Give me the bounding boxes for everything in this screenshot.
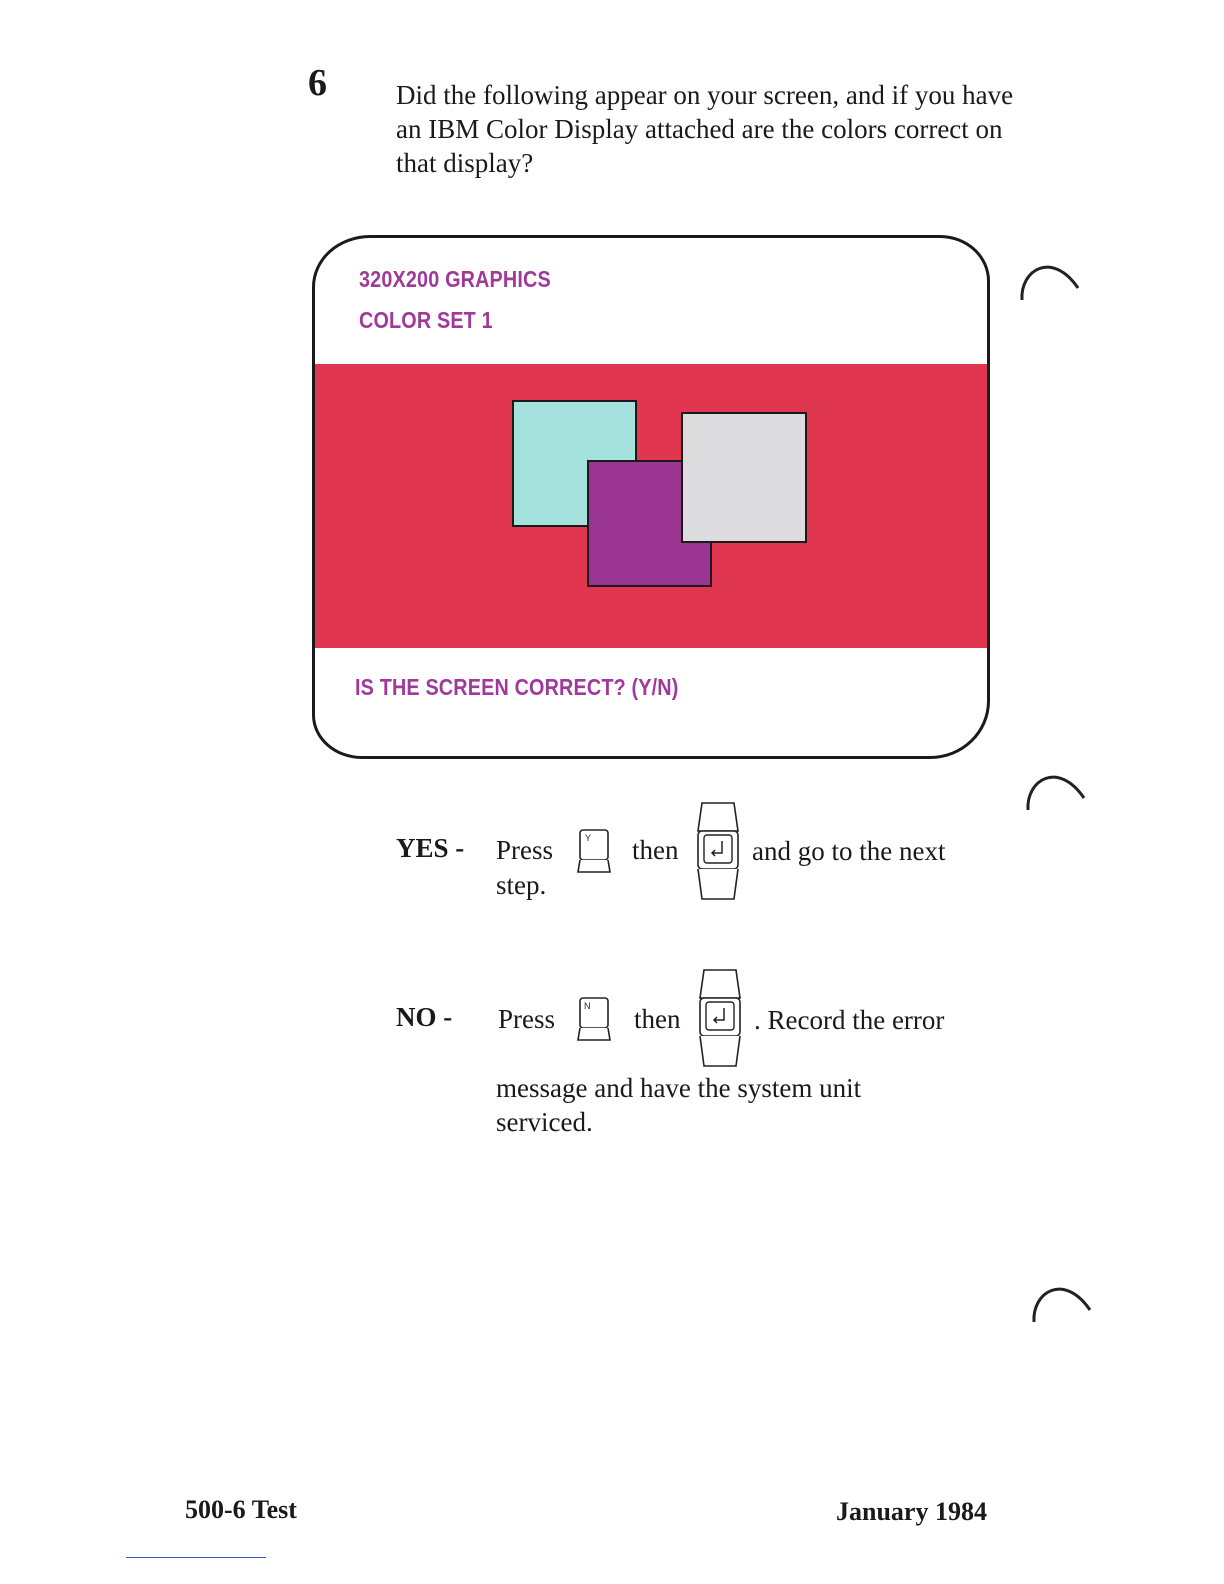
binder-hole-arc-icon xyxy=(1020,760,1100,820)
binder-hole-arc-icon xyxy=(1012,250,1092,310)
binder-hole-arc-icon xyxy=(1026,1272,1106,1332)
yes-label: YES - xyxy=(396,833,465,863)
footer-date: January 1984 xyxy=(836,1497,987,1526)
no-press-text: Press xyxy=(498,1004,556,1034)
no-instruction: . Record the error xyxy=(754,1005,945,1035)
screen-colorset-line: COLOR SET 1 xyxy=(359,307,493,333)
no-then-text: then xyxy=(634,1004,681,1034)
step-question: Did the following appear on your screen, and if you have an IBM Color Display attached are the colors correct on that display? xyxy=(396,80,1014,178)
no-instruction-cont: message and have the system unit xyxy=(496,1073,862,1103)
scan-edge-line xyxy=(126,1557,266,1558)
enter-key-icon xyxy=(698,968,742,1068)
y-key-icon xyxy=(577,828,611,874)
no-label: NO - xyxy=(396,1002,453,1032)
step-number: 6 xyxy=(308,62,327,104)
enter-key-icon xyxy=(696,801,740,901)
yes-instruction-cont: step. xyxy=(496,870,547,900)
screen-prompt-line: IS THE SCREEN CORRECT? (Y/N) xyxy=(355,674,679,700)
footer-section-label: 500-6 Test xyxy=(185,1495,297,1524)
n-key-icon xyxy=(577,996,611,1042)
yes-instruction: and go to the next xyxy=(752,836,946,866)
yes-press-text: Press xyxy=(496,835,554,865)
white-square xyxy=(681,412,807,543)
y-key-letter: Y xyxy=(585,833,592,843)
no-instruction-cont-2: serviced. xyxy=(496,1107,593,1137)
screen-title-line: 320X200 GRAPHICS xyxy=(359,266,551,292)
n-key-letter: N xyxy=(584,1001,591,1011)
screen-figure xyxy=(312,235,990,759)
red-color-band xyxy=(315,364,987,648)
yes-then-text: then xyxy=(632,835,679,865)
